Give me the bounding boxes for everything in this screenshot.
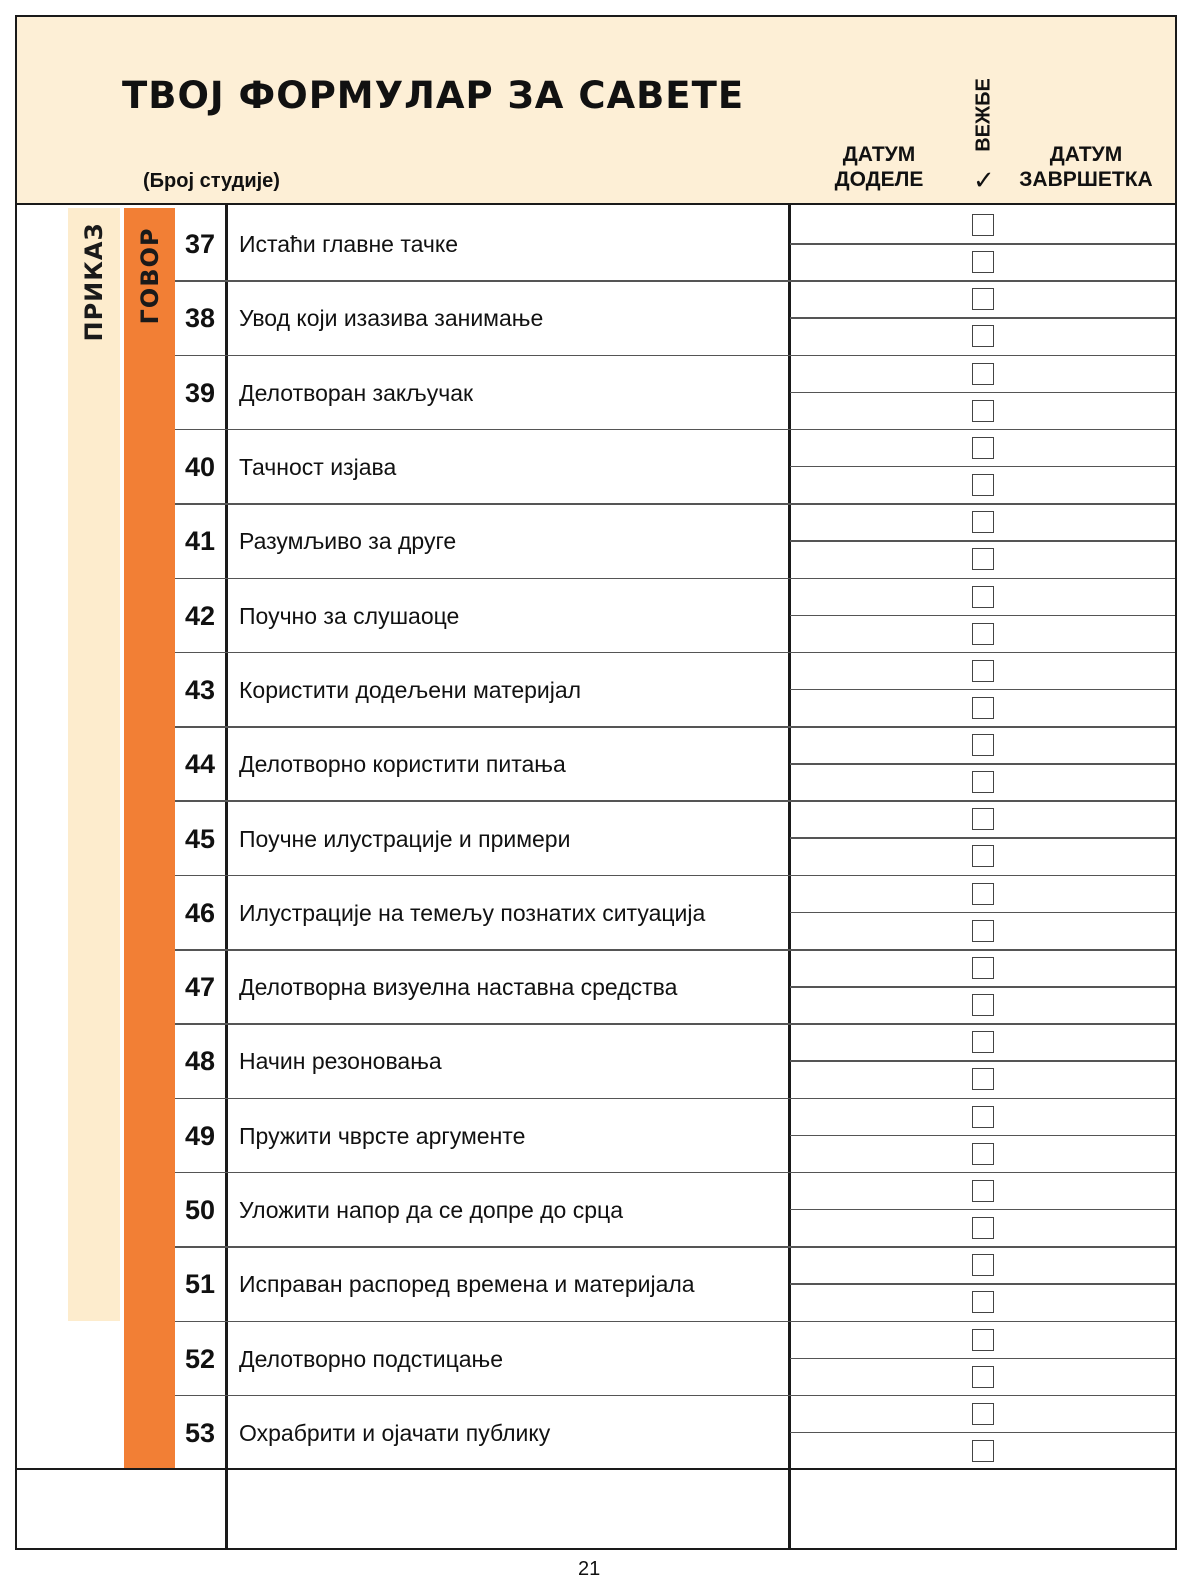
exercise-checkbox[interactable] [972,771,994,793]
row-divider [175,503,1175,505]
date-row-divider [790,912,1175,914]
exercise-checkbox[interactable] [972,400,994,422]
assigned-date-header-line2: ДОДЕЛЕ [834,168,924,191]
category-band-prikaz [68,208,120,1321]
study-number: 47 [184,972,216,1003]
assigned-date-header [818,142,940,192]
row-divider [175,800,1175,802]
date-row-divider [790,615,1175,617]
row-divider [175,1395,1175,1397]
row-divider [175,1246,1175,1248]
study-number: 46 [184,897,216,928]
exercise-checkbox[interactable] [972,1329,994,1351]
study-number: 39 [184,377,216,408]
column-divider-title [788,205,791,1550]
study-title: Начин резоновања [239,1048,442,1075]
study-number: 52 [184,1343,216,1374]
study-number: 44 [184,749,216,780]
table-bottom-line [17,1468,1175,1470]
exercise-checkbox[interactable] [972,808,994,830]
study-title: Пружити чврсте аргументе [239,1122,526,1149]
column-divider-number [225,205,228,1550]
exercise-checkbox[interactable] [972,474,994,496]
category-band-govor [124,208,175,1469]
exercise-checkbox[interactable] [972,1217,994,1239]
exercise-checkbox[interactable] [972,1106,994,1128]
exercise-checkbox[interactable] [972,1440,994,1462]
study-title: Делотворна визуелна наставна средства [239,974,678,1001]
exercise-checkbox[interactable] [972,437,994,459]
date-row-divider [790,392,1175,394]
study-number-note: (Број студије) [143,170,280,192]
study-title: Делотворно подстицање [239,1345,504,1372]
date-row-divider [790,1358,1175,1360]
study-number: 40 [184,452,216,483]
exercise-checkbox[interactable] [972,1254,994,1276]
date-row-divider [790,837,1175,839]
exercise-checkbox[interactable] [972,920,994,942]
form-title: ТВОЈ ФОРМУЛАР ЗА САВЕТЕ [122,74,745,117]
row-divider [175,1172,1175,1174]
date-row-divider [790,243,1175,245]
row-divider [175,280,1175,282]
exercises-header [964,66,1004,164]
study-title: Охрабрити и ојачати публику [239,1419,551,1446]
exercise-checkbox[interactable] [972,586,994,608]
date-row-divider [790,317,1175,319]
row-divider [175,949,1175,951]
study-number: 48 [184,1046,216,1077]
date-row-divider [790,763,1175,765]
exercise-checkbox[interactable] [972,511,994,533]
study-title: Поучно за слушаоце [239,602,460,629]
study-title: Увод који изазива занимање [239,305,544,332]
completed-date-header [1010,142,1162,192]
exercise-checkbox[interactable] [972,251,994,273]
exercise-checkbox[interactable] [972,1180,994,1202]
row-divider [175,1023,1175,1025]
study-number: 50 [184,1195,216,1226]
row-divider [175,429,1175,431]
study-title: Тачност изјава [239,454,397,481]
row-divider [175,355,1175,357]
study-number: 42 [184,600,216,631]
exercise-checkbox[interactable] [972,363,994,385]
study-title: Делотворан закључак [239,379,474,406]
exercise-checkbox[interactable] [972,214,994,236]
exercise-checkbox[interactable] [972,623,994,645]
exercise-checkbox[interactable] [972,325,994,347]
date-row-divider [790,1283,1175,1285]
row-divider [175,652,1175,654]
exercise-checkbox[interactable] [972,957,994,979]
exercise-checkbox[interactable] [972,1068,994,1090]
study-number: 45 [184,823,216,854]
study-title: Исправан распоред времена и материјала [239,1271,695,1298]
exercise-checkbox[interactable] [972,1031,994,1053]
row-divider [175,1321,1175,1323]
exercise-checkbox[interactable] [972,660,994,682]
exercise-checkbox[interactable] [972,734,994,756]
date-row-divider [790,1060,1175,1062]
date-row-divider [790,466,1175,468]
check-mark-icon: ✓ [973,166,995,196]
study-title: Поучне илустрације и примери [239,825,571,852]
exercises-header-label: ВЕЖБЕ [972,78,995,152]
exercise-checkbox[interactable] [972,548,994,570]
date-row-divider [790,1209,1175,1211]
date-row-divider [790,1135,1175,1137]
exercise-checkbox[interactable] [972,883,994,905]
exercise-checkbox[interactable] [972,288,994,310]
completed-date-header-line1: ДАТУМ [1049,143,1123,166]
exercise-checkbox[interactable] [972,1403,994,1425]
assigned-date-header-line1: ДАТУМ [842,143,916,166]
study-title: Користити додељени материјал [239,676,582,703]
row-divider [175,726,1175,728]
study-title: Уложити напор да се допре до срца [239,1197,623,1224]
study-title: Истаћи главне тачке [239,231,458,258]
exercise-checkbox[interactable] [972,1143,994,1165]
date-row-divider [790,986,1175,988]
exercise-checkbox[interactable] [972,697,994,719]
exercise-checkbox[interactable] [972,1291,994,1313]
study-number: 51 [184,1269,216,1300]
study-number: 38 [184,303,216,334]
study-number: 41 [184,526,216,557]
study-number: 37 [184,229,216,260]
study-title: Разумљиво за друге [239,528,457,555]
row-divider [175,875,1175,877]
study-title: Делотворно користити питања [239,751,566,778]
exercise-checkbox[interactable] [972,1366,994,1388]
category-label-prikaz: ПРИКАЗ [80,222,108,342]
date-row-divider [790,540,1175,542]
exercise-checkbox[interactable] [972,994,994,1016]
page-number: 21 [578,1558,601,1580]
study-number: 49 [184,1120,216,1151]
row-divider [175,1098,1175,1100]
study-number: 43 [184,674,216,705]
study-title: Илустрације на темељу познатих ситуација [239,899,706,926]
category-label-govor: ГОВОР [135,227,164,325]
study-number: 53 [184,1417,216,1448]
exercise-checkbox[interactable] [972,845,994,867]
completed-date-header-line2: ЗАВРШЕТКА [1019,168,1153,191]
date-row-divider [790,1432,1175,1434]
date-row-divider [790,689,1175,691]
row-divider [175,578,1175,580]
